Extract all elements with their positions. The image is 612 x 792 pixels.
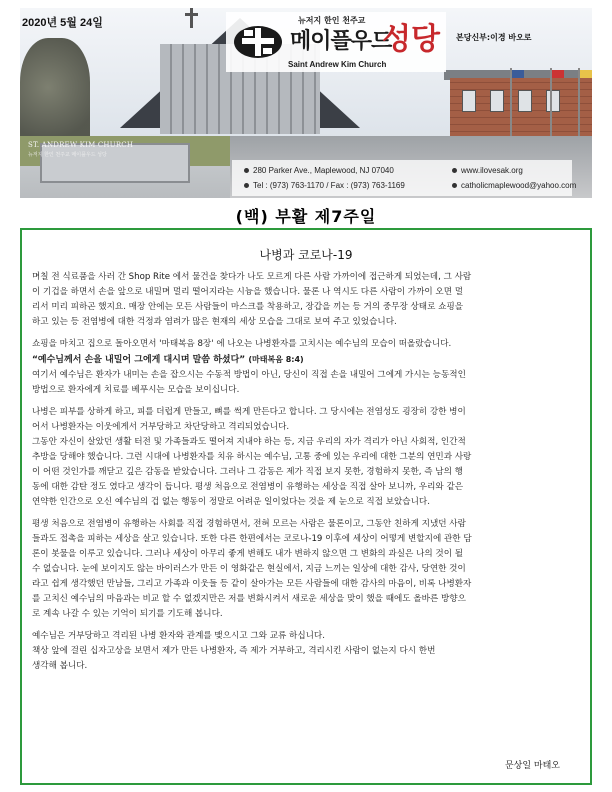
- paragraph-line: 론이 봇물을 이루고 있습니다. 그러나 세상이 아무리 좋게 변해도 내가 변하지 않으면 그 변화의 과실은 나의 것이 될: [32, 549, 464, 559]
- paragraph-line: 어서 나병환자는 이웃에게서 거부당하고 차단당하고 격리되었습니다.: [32, 422, 290, 432]
- paragraph-line: 쇼핑을 마치고 집으로 돌아오면서 '마태복음 8장' 에 나오는 나병환자를 고치시는 예수님의 모습이 떠올랐습니다.: [32, 339, 452, 349]
- flagpole: [510, 68, 512, 143]
- church-sign: [40, 143, 190, 183]
- paragraph-line: 평생 처음으로 전염병이 유행하는 사회를 직접 경험하면서, 전혀 모르는 사람은 물론이고, 그동안 친하게 지냈던 사람: [32, 519, 466, 529]
- paragraph-line: 동에 대한 감탄 정도 였다고 생각이 듭니다. 평생 처음으로 전염병이 유행하는 세상을 직접 살아 보니까, 우리와 같은: [32, 482, 464, 492]
- tree: [20, 38, 90, 148]
- paragraph-line: 방법으로 환자에게 치료를 베푸시는 모습을 보이십니다.: [32, 385, 240, 395]
- paragraph-line: 를 고치신 예수님의 마음과는 비교 할 수 없겠지만은 저를 변화시켜서 새로운 세상을 맞이 했을 때에도 올바른 방향으: [32, 594, 466, 604]
- window: [518, 90, 532, 112]
- scripture-reference: (마태복음 8:4): [248, 355, 304, 364]
- paragraph-line: 수 없습니다. 눈에 보이지도 않는 바이러스가 만든 이 영화같은 현실에서, 지금 느끼는 일상에 대한 감사, 당연한 것이: [32, 564, 466, 574]
- bulletin-date: 2020년 5월 24일: [22, 17, 103, 29]
- email-link[interactable]: catholicmaplewood@yahoo.com: [452, 181, 576, 190]
- address: 280 Parker Ave., Maplewood, NJ 07040: [244, 166, 394, 175]
- logo-english-name: Saint Andrew Kim Church: [288, 60, 387, 69]
- paragraph-line: 라고 쉽게 생각했던 만남들, 그리고 가족과 이웃들 등 같이 살아가는 모든 사람들에 대한 감사의 마음이, 비록 나병환자: [32, 579, 472, 589]
- church-sign-subtext: 뉴저지 한인 천주교 메이플우드 성당: [28, 152, 107, 158]
- paragraph-line: 이 어떤 것인가를 깨닫고 깊은 감동을 받았습니다. 그러나 그 감동은 제가 직접 보지 못한, 경험하지 못한, 즉 남의 행: [32, 467, 463, 477]
- paragraph-line: 들과도 접촉을 피하는 세상을 살고 있습니다. 또한 다른 한편에서는 코로나-19 이후에 세상이 어떻게 변할지에 관한 담: [32, 534, 472, 544]
- paragraph-line: 추방을 당해야 했습니다. 그런 시대에 나병환자를 치유 하시는 예수님, 고통 중에 있는 우리에 대한 그분의 연민과 사랑: [32, 452, 472, 462]
- flag-icon: [580, 70, 592, 78]
- church-logo-icon: [232, 22, 284, 62]
- bullet-icon: [452, 183, 457, 188]
- article-title: 나병과 코로나-19: [259, 248, 353, 262]
- flag-icon: [552, 70, 564, 78]
- paragraph-line: 연약한 인간으로 오신 예수님의 겁 없는 행동이 정말로 어려운 일이었다는 것을 제 눈으로 직접 보았습니다.: [32, 497, 430, 507]
- paragraph-line: 여기서 예수님은 환자가 내미는 손을 잡으시는 수동적 방법이 아닌, 당신이 직접 손을 내밀어 그에게 가시는 능동적인: [32, 370, 466, 380]
- website-link[interactable]: www.ilovesak.org: [452, 166, 523, 175]
- paragraph-line: 리서 미리 피하곤 했지요. 매장 안에는 모든 사람들이 마스크를 착용하고, 장갑을 끼는 등 거의 중무장 상태로 쇼핑을: [32, 302, 464, 312]
- liturgical-week-title: (백) 부활 제7주일: [235, 207, 377, 226]
- paragraph-line: 책상 앞에 걸린 십자고상을 보면서 제가 만든 나병환자, 즉 제가 거부하고, 격리시킨 사람이 없는지 다시 한번: [32, 646, 436, 656]
- window: [462, 90, 476, 112]
- phone-fax: Tel : (973) 763-1170 / Fax : (973) 763-1169: [244, 181, 405, 190]
- logo-name: 메이플우드: [290, 29, 392, 54]
- bullet-icon: [244, 168, 249, 173]
- author-signature: 문상일 마태오: [504, 761, 560, 771]
- pastor-name: 본당신부:이경 바오로: [456, 33, 532, 42]
- window: [546, 90, 560, 112]
- paragraph-line: 로 계속 나갈 수 있는 기억이 되기를 기도해 봅니다.: [32, 609, 223, 619]
- paragraph-line: 그동안 자신이 살았던 생활 터전 및 가족들과도 떨어져 지내야 하는 등, 지금 우리의 자가 격리가 아닌 사회적, 인간적: [32, 437, 466, 447]
- paragraph-line: 이 기겁을 하면서 손을 앞으로 내밀며 멀리 떨어지라는 시늉을 했습니다. 물론 나 역시도 다른 사람이 가까이 오면 멀: [32, 287, 464, 297]
- cross-icon: [190, 8, 193, 28]
- paragraph-line: 하고 있는 등 전염병에 대한 걱정과 염려가 많은 현재의 세상 모습을 그대로 보여 주고 있었습니다.: [32, 317, 397, 327]
- flagpole: [578, 68, 580, 143]
- paragraph-line: 생각해 봅니다.: [32, 661, 88, 671]
- paragraph-line: 예수님은 거부당하고 격리된 나병 환자와 관계를 맺으시고 그와 교류 하십니다.: [32, 631, 325, 641]
- paragraph-line: 나병은 피부를 상하게 하고, 피를 더럽게 만들고, 뼈를 썩게 만든다고 합니다. 그 당시에는 전염성도 굉장히 강한 병이: [32, 407, 466, 417]
- logo-name-accent: 성당: [382, 22, 440, 57]
- paragraph-line: 며칠 전 식료품을 사러 간 Shop Rite 에서 물건을 찾다가 나도 모르게 다른 사람 가까이에 접근하게 되었는데, 그 사람: [32, 272, 472, 282]
- flagpole: [550, 68, 552, 143]
- article-body: [32, 270, 580, 674]
- window: [490, 90, 504, 112]
- bullet-icon: [452, 168, 457, 173]
- logo-subtitle: 뉴저지 한인 천주교: [298, 16, 366, 25]
- church-sign-text: ST. ANDREW KIM CHURCH: [28, 141, 134, 149]
- bullet-icon: [244, 183, 249, 188]
- article-box: [20, 228, 592, 785]
- scripture-quote: “예수님께서 손을 내밀어 그에게 대시며 말씀 하셨다” (마태복음 8:4): [32, 355, 304, 365]
- flag-icon: [512, 70, 524, 78]
